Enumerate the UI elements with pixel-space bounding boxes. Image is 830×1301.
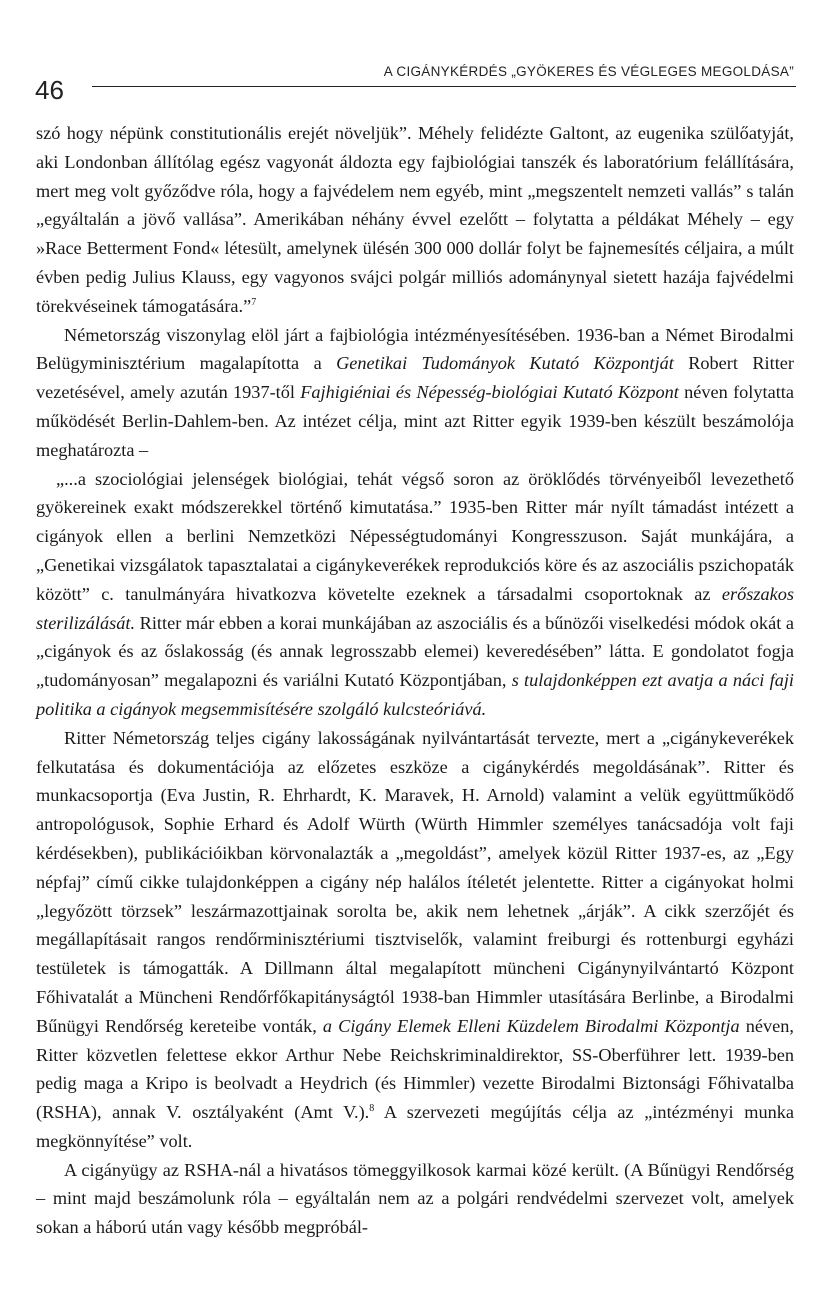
body-text [36,119,794,1242]
paragraph-2-text-c: néven folytatta működését Berlin-Dahlem-ben. Az intézet célja, mint azt Ritter egyik 1939-ben készült beszámolója meghatározta – [36,382,794,460]
footnote-ref-8: 8 [369,1103,375,1115]
paragraph-3-text-a: „...a szociológiai jelenségek biológiai, tehát végső soron az öröklődés törvényeiből levezethető gyökereinek exakt módszerekkel történő kimutatása.” 1935-ben Ritter már nyílt támadást intézett a cigányok ellen a berlini Nemzetközi Népességtudományi Kongresszuson. Saját munkájára, a „Genetikai vizsgálatok tapasztalatai a cigánykeverékek reprodukciós köre és az aszociális pszichopaták között” c. tanulmányára hivatkozva követelte ezeknek a társadalmi csoportoknak az [36,468,794,604]
paragraph-4-text-b: néven, Ritter közvetlen felettese ekkor Arthur Nebe Reichskriminaldirektor, SS-Oberführer lett. 1939-ben pedig maga a Kripo is beolvadt a Heydrich (és Himmler) vezette Birodalmi Biztonsági Főhivatalba (RSHA), annak V. osztályaként (Amt V.). [36,1015,794,1123]
italic-sterilization: erőszakos sterilizálását. [36,583,794,633]
italic-key-theory: s tulajdonképpen ezt avatja a náci faji politika a cigányok megsemmisítésére szolgáló kulcsteóriává. [36,670,794,719]
running-head-title: A CIGÁNYKÉRDÉS „GYÖKERES ÉS VÉGLEGES MEGOLDÁSA” [383,64,794,79]
paragraph-2 [36,321,794,465]
italic-central-office-name: a Cigány Elemek Elleni Küzdelem Birodalmi Központja [322,1015,740,1036]
paragraph-5-text: A cigányügy az RSHA-nál a hivatásos tömeggyilkosok karmai közé került. (A Bűnügyi Rendőrség – mint majd beszámolunk róla – egyáltalán nem az a polgári rendvédelmi szervezet volt, amelyek sokan a háború után vagy később megpróbál- [36,1159,794,1238]
paragraph-3 [36,465,794,724]
paragraph-2-text-a: Németország viszonylag elöl járt a fajbiológia intézményesítésében. 1936-ban a Német Birodalmi Belügyminisztérium magalapította a [36,324,794,374]
paragraph-4-text-a: Ritter Németország teljes cigány lakosságának nyilvántartását tervezte, mert a „cigánykeverékek felkutatása és dokumentációja az előzetes eszköze a cigánykérdés megoldásának”. Ritter és munkacsoportja (Eva Justin, R. Ehrhardt, K. Maravek, H. Arnold) valamint a velük együttműködő antropológusok, Sophie Erhard és Adolf Würth (Würth Himmler személyes tanácsadója volt faji kérdésekben), publikációikban körvonalazták a „megoldást”, amelyek közül Ritter 1937-es, az „Egy népfaj” című cikke tulajdonképpen a cigány nép halálos ítéletét jelentette. Ritter a cigányokat holmi „legyőzött törzsek” leszármazottjainak sorolta be, akik nem lehetnek „árják”. A cikk szerzőjét és megállapításait rangos rendőrminisztériumi tisztviselők, valamint freiburgi és rottenburgi egyházi testületek is támogatták. A Dillmann által megalapított müncheni Cigánynyilvántartó Központ Főhivatalát a Müncheni Rendőrfőkapitányságtól 1938-ban Himmler utasítására Berlinbe, a Birodalmi Bűnügyi Rendőrség kereteibe vonták, [36,727,794,1036]
paragraph-4 [36,724,794,1156]
paragraph-2-text-b: Robert Ritter vezetésével, amely azután 1937-től [36,353,794,403]
paragraph-1-text: szó hogy népünk constitutionális erejét növeljük”. Méhely felidézte Galtont, az eugenika szülőatyját, aki Londonban állítólag egész vagyonát áldozta egy fajbiológiai tanszék és laboratórium felállítására, mert meg volt győződve róla, hogy a fajvédelem nem egyéb, mint „megszentelt nemzeti vallás” s talán „egyáltalán a jövő vallása”. Amerikában néhány évvel ezelőtt – folytatta a példákat Méhely – egy »Race Betterment Fond« létesült, amelynek ülésén 300 000 dollár folyt be fajnemesítés céljaira, a múlt évben pedig Julius Klauss, egy vagyonos svájci polgár milliós adománynyal sietett hazája fajvédelmi törekvéseinek támogatására.” [36,123,794,316]
paragraph-5 [36,1156,794,1242]
footnote-ref-7: 7 [251,296,257,308]
italic-institute-name-2: Fajhigiéniai és Népesség-biológiai Kutató Központ [300,382,679,403]
paragraph-3-text-b: Ritter már ebben a korai munkájában az aszociális és a bűnözői viselkedési módok okát a „cigányok és az őslakosság (és annak legrosszabb elemei) keveredésében” látta. E gondolatot fogja „tudományosan” megalapozni és variálni Kutató Központjában, [36,612,794,691]
paragraph-4-text-c: A szervezeti megújítás célja az „intézményi munka megkönnyítése” volt. [36,1102,794,1151]
paragraph-1 [36,119,794,321]
page-number: 46 [35,75,64,105]
header-rule [92,86,796,87]
italic-institute-name-1: Genetikai Tudományok Kutató Központját [336,353,674,374]
